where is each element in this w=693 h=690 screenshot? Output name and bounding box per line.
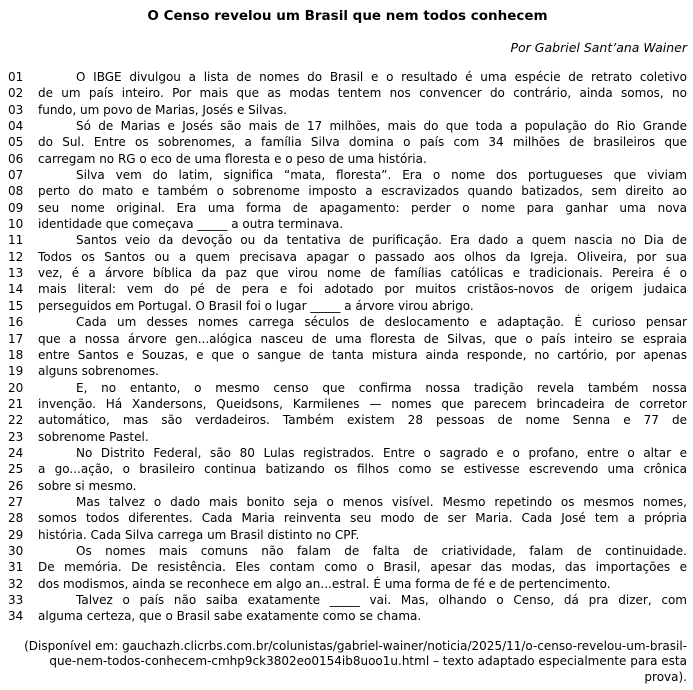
line-text: alguns sobrenomes. [38, 364, 159, 379]
line-number: 33 [8, 593, 24, 607]
line-number: 30 [8, 543, 24, 558]
line-number: 24 [8, 445, 24, 460]
line-text: dos modismos, ainda se reconhece em algo an...estral. É uma forma de fé e de pertencimento. [38, 576, 611, 591]
line-text: perseguidos em Portugal. O Brasil foi o lugar _____ a árvore virou abrigo. [38, 298, 474, 313]
text-body [8, 69, 687, 625]
line-number: 06 [8, 151, 24, 166]
text-line [8, 232, 687, 248]
line-number: 27 [8, 494, 24, 509]
line-number: 18 [8, 347, 24, 362]
line-number: 34 [8, 609, 24, 624]
text-line [8, 543, 687, 559]
text-line [8, 118, 687, 134]
line-number: 31 [8, 560, 24, 575]
line-number: 10 [8, 217, 24, 232]
line-text: vez, é a árvore bíblica da paz que virou nome de famílias católicas e tradicionais. Pereira é o [38, 266, 687, 281]
line-text: O IBGE divulgou a lista de nomes do Brasil e o resultado é uma espécie de retrato coletivo [76, 70, 687, 84]
text-line [8, 167, 687, 183]
line-text: De memória. De resistência. Eles contam como o Brasil, apesar das modas, das importações e [38, 560, 687, 575]
text-line [8, 281, 687, 297]
line-text: automático, mas são verdadeiros. Também existem 28 pessoas de nome Senna e 77 de [38, 413, 687, 428]
line-text: mais literal: vem do pé de pera e foi adotado por muitos cristãos-novos de origem judaica [38, 282, 687, 297]
line-text: história. Cada Silva carrega um Brasil distinto no CPF. [38, 527, 360, 542]
line-number: 26 [8, 478, 24, 493]
line-number: 29 [8, 527, 24, 542]
line-number: 23 [8, 429, 24, 444]
line-text: Só de Marias e Josés são mais de 17 milhões, mais do que toda a população do Rio Grande [76, 119, 687, 134]
line-text: Cada um desses nomes carrega séculos de deslocamento e adaptação. É curioso pensar [76, 315, 687, 330]
source-note: (Disponível em: gauchazh.clicrbs.com.br/colunistas/gabriel-wainer/noticia/2025/11/o-censo-revelou-um-brasil-que-nem-todos-conhecem-cmhp9ck3802eo0154ib8uoo1u.html – texto adaptado especialmente para esta prova). [24, 638, 687, 684]
line-text: perto do mato e também o sobrenome imposto a escravizados quando batizados, sem direito ao [38, 184, 687, 199]
line-number: 22 [8, 413, 24, 428]
line-text: Santos veio da devoção ou da tentativa de purificação. Era dado a quem nascia no Dia de [76, 233, 687, 248]
line-text: Os nomes mais comuns não falam de falta de criatividade, falam de continuidade. [76, 543, 687, 558]
line-text: identidade que começava _____ a outra terminava. [38, 217, 344, 232]
line-text: a go...ação, o brasileiro continua batizando os filhos como se estivesse escrevendo uma crônica [38, 462, 687, 477]
text-line [8, 69, 687, 85]
byline: Por Gabriel Sant’ana Wainer [510, 40, 687, 55]
line-text: No Distrito Federal, são 80 Lulas registrados. Entre o sagrado e o profano, entre o altar e [76, 445, 687, 460]
text-line [8, 527, 687, 543]
text-line [8, 380, 687, 396]
text-line [8, 510, 687, 526]
page-title: O Censo revelou um Brasil que nem todos conhecem [147, 8, 548, 24]
text-line [8, 200, 687, 216]
line-number: 11 [8, 233, 24, 248]
text-line [8, 592, 687, 608]
line-text: de um país inteiro. Por mais que as modas tentem nos convencer do contrário, ainda somos, no [38, 86, 687, 101]
line-text: que a nossa árvore gen...alógica nasceu de uma floresta de Silvas, que o país inteiro se espraia [38, 331, 687, 346]
line-text: Silva vem do latim, significa “mata, floresta”. Era o nome dos portugueses que viviam [76, 168, 687, 183]
line-text: Mas talvez o dado mais bonito seja o menos visível. Mesmo repetindo os mesmos nomes, [76, 494, 687, 509]
text-line [8, 314, 687, 330]
line-number: 15 [8, 298, 24, 313]
line-number: 25 [8, 462, 24, 477]
text-line [8, 249, 687, 265]
line-number: 09 [8, 200, 24, 215]
line-text: alguma certeza, que o Brasil sabe exatamente como se chama. [38, 609, 422, 624]
line-text: sobre si mesmo. [38, 478, 137, 493]
text-line [8, 608, 687, 624]
text-line [8, 461, 687, 477]
text-line [8, 363, 687, 379]
line-number: 08 [8, 184, 24, 199]
text-line [8, 576, 687, 592]
line-text: do Sul. Entre os sobrenomes, a família Silva domina o país com 34 milhões de brasileiros que [38, 135, 687, 150]
line-text: Talvez o país não saiba exatamente _____ vai. Mas, olhando o Censo, dá pra dizer, com [76, 593, 687, 607]
text-line [8, 85, 687, 101]
text-line [8, 102, 687, 118]
line-text: carregam no RG o eco de uma floresta e o peso de uma história. [38, 151, 427, 166]
text-line [8, 478, 687, 494]
text-line [8, 412, 687, 428]
line-number: 01 [8, 70, 24, 84]
text-line [8, 151, 687, 167]
line-text: sobrenome Pastel. [38, 429, 149, 444]
text-line [8, 559, 687, 575]
text-line [8, 331, 687, 347]
line-number: 07 [8, 168, 24, 183]
text-line [8, 298, 687, 314]
line-number: 28 [8, 511, 24, 526]
text-line [8, 494, 687, 510]
text-line [8, 216, 687, 232]
text-line [8, 396, 687, 412]
line-text: E, no entanto, o mesmo censo que confirma nossa tradição revela também nossa [76, 380, 687, 395]
line-text: seu nome original. Era uma forma de apagamento: perder o nome para ganhar uma nova [38, 200, 687, 215]
line-number: 20 [8, 380, 24, 395]
line-number: 04 [8, 119, 24, 134]
text-line [8, 265, 687, 281]
text-line [8, 429, 687, 445]
line-text: invenção. Há Xandersons, Queidsons, Karmilenes — nomes que parecem brincadeira de corretor [38, 396, 687, 411]
line-number: 16 [8, 315, 24, 330]
line-text: somos todos diferentes. Cada Maria reinventa seu modo de ser Maria. Cada José tem a própria [38, 511, 687, 526]
text-line [8, 183, 687, 199]
line-text: fundo, um povo de Marias, Josés e Silvas. [38, 102, 287, 117]
line-number: 17 [8, 331, 24, 346]
line-number: 03 [8, 102, 24, 117]
line-text: entre Santos e Souzas, e que o sangue de tanta mistura ainda responde, no cartório, por apenas [38, 347, 687, 362]
line-number: 13 [8, 266, 24, 281]
text-line [8, 347, 687, 363]
line-number: 21 [8, 396, 24, 411]
text-line [8, 134, 687, 150]
text-line [8, 445, 687, 461]
line-number: 32 [8, 576, 24, 591]
line-number: 14 [8, 282, 24, 297]
line-number: 02 [8, 86, 24, 101]
line-number: 19 [8, 364, 24, 379]
line-number: 12 [8, 249, 24, 264]
line-text: Todos os Santos ou a quem precisava apagar o passado aos olhos da Igreja. Oliveira, por sua [38, 249, 687, 264]
line-number: 05 [8, 135, 24, 150]
